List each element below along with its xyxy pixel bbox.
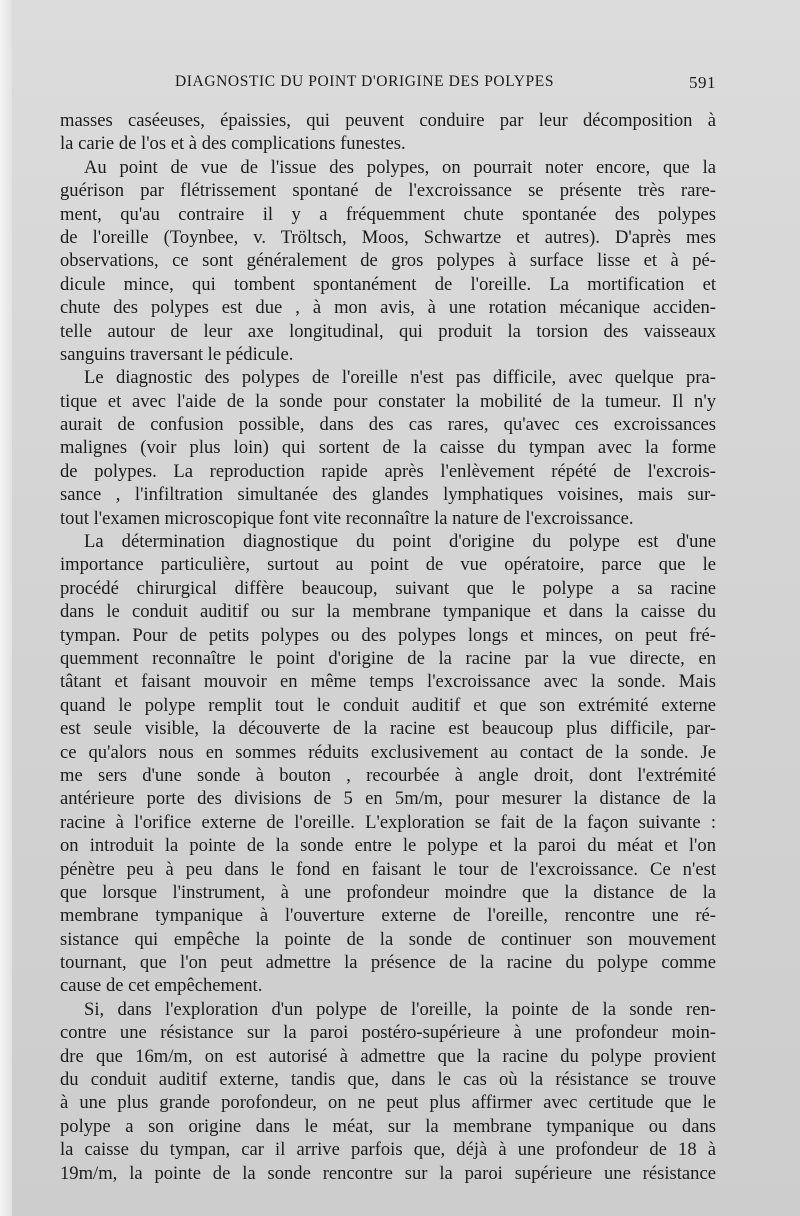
text-line: quemment reconnaître le point d'origine de la racine par la vue directe, en: [60, 647, 716, 669]
text-line: sistance qui empêche la pointe de la sonde de continuer son mouvement: [60, 928, 716, 950]
text-line: dans le conduit auditif ou sur la membrane tympanique et dans la caisse du: [60, 601, 716, 623]
text-line: chute des polypes est due , à mon avis, à une rotation mécanique acciden-: [60, 297, 716, 319]
text-line: de l'oreille (Toynbee, v. Tröltsch, Moos, Schwartze et autres). D'après mes: [60, 226, 716, 248]
text-line: La détermination diagnostique du point d'origine du polype est d'une: [84, 531, 716, 553]
text-line: Si, dans l'exploration d'un polype de l'oreille, la pointe de la sonde ren-: [84, 998, 716, 1020]
text-line: me sers d'une sonde à bouton , recourbée à angle droit, dont l'extrémité: [60, 764, 716, 786]
text-line: membrane tympanique à l'ouverture externe de l'oreille, rencontre une ré-: [60, 905, 716, 927]
page-number: 591: [689, 73, 716, 92]
text-line: ment, qu'au contraire il y a fréquemment chute spontanée des polypes: [60, 203, 716, 225]
text-line: de polypes. La reproduction rapide après l'enlèvement répété de l'excrois-: [60, 460, 716, 482]
text-line: aurait de confusion possible, dans des cas rares, qu'avec ces excroissances: [60, 414, 716, 436]
text-line: sance , l'infiltration simultanée des glandes lymphatiques voisines, mais sur-: [60, 484, 716, 506]
text-line: masses caséeuses, épaissies, qui peuvent conduire par leur décomposition à: [60, 110, 716, 131]
body-text: [60, 109, 716, 1185]
text-line: que lorsque l'instrument, à une profondeur moindre que la distance de la: [60, 881, 716, 903]
text-line: malignes (voir plus loin) qui sortent de la caisse du tympan avec la forme: [60, 437, 716, 459]
text-line: à une plus grande porofondeur, on ne peut plus affirmer avec certitude que le: [60, 1092, 716, 1114]
text-line: telle autour de leur axe longitudinal, qui produit la torsion des vaisseaux: [60, 320, 716, 342]
text-line: la caisse du tympan, car il arrive parfois que, déjà à une profondeur de 18 à: [60, 1139, 716, 1161]
text-line: du conduit auditif externe, tandis que, dans le cas où la résistance se trouve: [60, 1069, 716, 1091]
text-line: on introduit la pointe de la sonde entre le polype et la paroi du méat et l'on: [60, 835, 716, 857]
text-line: ce qu'alors nous en sommes réduits exclusivement au contact de la sonde. Je: [60, 741, 716, 763]
text-line: procédé chirurgical diffère beaucoup, suivant que le polype a sa racine: [60, 577, 716, 599]
text-line: tournant, que l'on peut admettre la présence de la racine du polype comme: [60, 952, 716, 974]
text-line: observations, ce sont généralement de gros polypes à surface lisse et à pé-: [60, 250, 716, 272]
text-line: tâtant et faisant mouvoir en même temps l'excroissance avec la sonde. Mais: [60, 671, 716, 693]
text-line: dre que 16m/m, on est autorisé à admettre que la racine du polype provient: [60, 1045, 716, 1067]
text-line: dicule mince, qui tombent spontanément de l'oreille. La mortification et: [60, 273, 716, 295]
text-line: polype a son origine dans le méat, sur la membrane tympanique ou dans: [60, 1115, 716, 1137]
text-line: cause de cet empêchement.: [60, 975, 263, 997]
text-line: la carie de l'os et à des complications funestes.: [60, 133, 406, 155]
text-line: antérieure porte des divisions de 5 en 5m/m, pour mesurer la distance de la: [60, 788, 716, 810]
text-line: Le diagnostic des polypes de l'oreille n'est pas difficile, avec quelque pra-: [84, 367, 716, 389]
page-edge: [0, 0, 12, 1216]
text-line: sanguins traversant le pédicule.: [60, 343, 294, 365]
text-line: racine à l'orifice externe de l'oreille. L'exploration se fait de la façon suivante :: [60, 811, 716, 833]
running-head-title: DIAGNOSTIC DU POINT D'ORIGINE DES POLYPES: [175, 73, 555, 90]
text-line: est seule visible, la découverte de la racine est beaucoup plus difficile, par-: [60, 718, 716, 740]
text-line: guérison par flétrissement spontané de l'excroissance se présente très rare-: [60, 180, 716, 202]
text-line: importance particulière, surtout au point de vue opératoire, parce que le: [60, 554, 716, 576]
text-line: pénètre peu à peu dans le fond en faisant le tour de l'excroissance. Ce n'est: [60, 858, 716, 880]
text-line: quand le polype remplit tout le conduit auditif et que son extrémité externe: [60, 694, 716, 716]
text-line: 19m/m, la pointe de la sonde rencontre sur la paroi supérieure une résistance: [60, 1162, 716, 1184]
text-line: Au point de vue de l'issue des polypes, on pourrait noter encore, que la: [84, 156, 716, 178]
text-line: contre une résistance sur la paroi postéro-supérieure à une profondeur moin-: [60, 1022, 716, 1044]
text-line: tout l'examen microscopique font vite reconnaître la nature de l'excroissance.: [60, 507, 634, 529]
text-line: tique et avec l'aide de la sonde pour constater la mobilité de la tumeur. Il n'y: [60, 390, 716, 412]
running-head: [60, 73, 716, 97]
text-line: tympan. Pour de petits polypes ou des polypes longs et minces, on peut fré-: [60, 624, 716, 646]
